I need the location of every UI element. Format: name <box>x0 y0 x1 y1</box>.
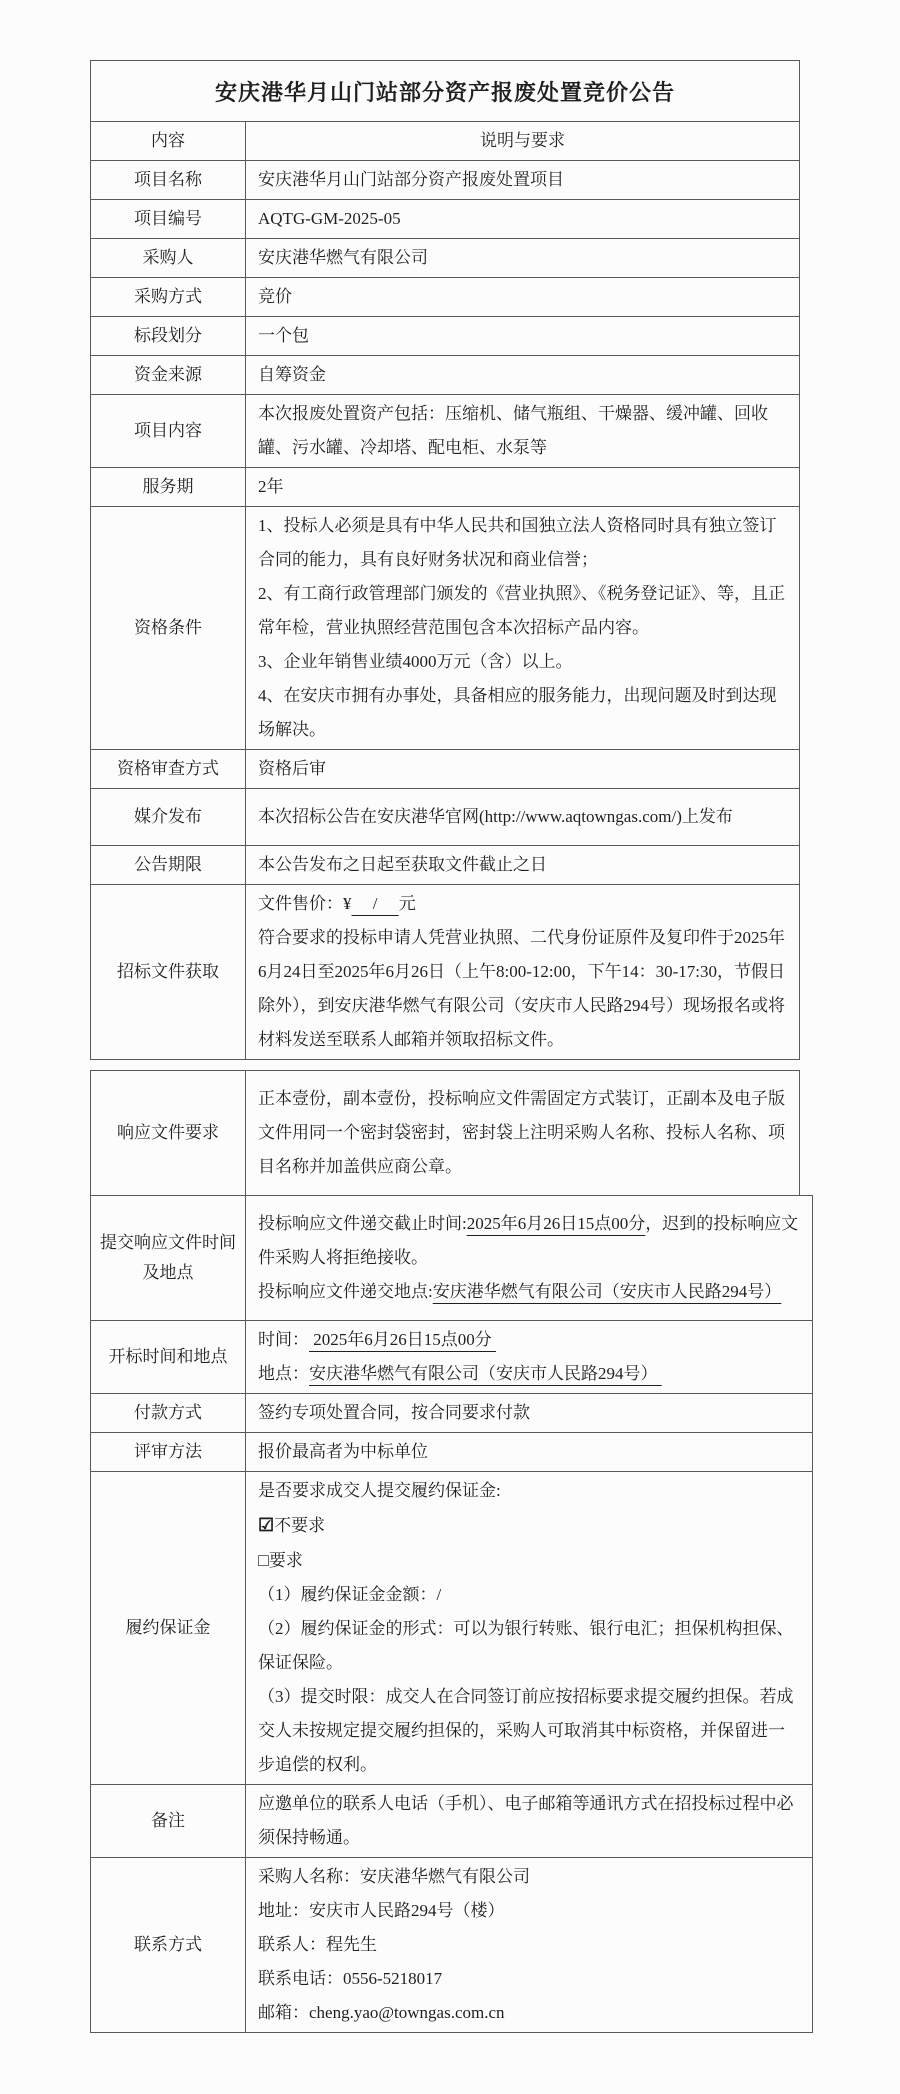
text-segment: 安庆港华月山门站部分资产报废处置项目 <box>258 170 564 189</box>
text-segment: 1、投标人必须是具有中华人民共和国独立法人资格同时具有独立签订合同的能力，具有良好财务状况和商业信誉； <box>258 516 777 569</box>
announcement-document <box>90 60 814 2033</box>
paragraph <box>258 1082 787 1184</box>
row-content-cell <box>246 885 800 1060</box>
paragraph <box>258 397 787 465</box>
row-content-cell <box>246 750 800 789</box>
checkbox-checked-icon: ☑ <box>258 1515 275 1535</box>
text-segment: （2）履约保证金的形式：可以为银行转账、银行电汇；担保机构担保、保证保险。 <box>258 1619 794 1672</box>
table-row <box>91 239 800 278</box>
row-label-cell: 采购方式 <box>91 278 246 317</box>
text-segment: 联系人：程先生 <box>258 1935 377 1954</box>
text-segment: 不要求 <box>274 1516 326 1535</box>
paragraph <box>258 1508 800 1543</box>
paragraph <box>258 358 787 392</box>
text-segment: 应邀单位的联系人电话（手机）、电子邮箱等通讯方式在招投标过程中必须保持畅通。 <box>258 1794 794 1847</box>
paragraph <box>258 1357 800 1391</box>
text-segment: 地点： <box>258 1364 309 1383</box>
table-row <box>91 1785 813 1858</box>
row-label-cell: 标段划分 <box>91 317 246 356</box>
row-label-cell: 媒介发布 <box>91 789 246 846</box>
table-row <box>91 317 800 356</box>
row-label-cell: 开标时间和地点 <box>91 1321 246 1394</box>
table-row <box>91 1071 800 1196</box>
row-content-cell <box>246 789 800 846</box>
paragraph <box>258 1787 800 1855</box>
text-segment: 是否要求成交人提交履约保证金: <box>258 1481 501 1500</box>
table-row <box>91 278 800 317</box>
text-segment: 竞价 <box>258 287 292 306</box>
submission-table <box>90 1195 813 2033</box>
paragraph <box>258 645 787 679</box>
row-label-cell: 采购人 <box>91 239 246 278</box>
paragraph <box>258 1275 800 1309</box>
table-row <box>91 507 800 750</box>
table-gap <box>90 1060 814 1070</box>
row-label-cell: 履约保证金 <box>91 1472 246 1785</box>
table-row <box>91 200 800 239</box>
paragraph <box>258 1578 800 1612</box>
text-segment: 签约专项处置合同，按合同要求付款 <box>258 1403 530 1422</box>
row-content-cell <box>246 239 800 278</box>
page-title: 安庆港华月山门站部分资产报废处置竞价公告 <box>91 61 800 122</box>
row-label-cell: 资金来源 <box>91 356 246 395</box>
paragraph <box>258 470 787 504</box>
paragraph <box>258 124 787 158</box>
text-segment: 自筹资金 <box>258 365 326 384</box>
row-label-cell: 提交响应文件时间及地点 <box>91 1196 246 1321</box>
text-segment: 2年 <box>258 477 284 496</box>
table-row <box>91 846 800 885</box>
text-segment: 报价最高者为中标单位 <box>258 1442 428 1461</box>
table-row <box>91 750 800 789</box>
text-segment: 2025年6月26日15点00分 <box>309 1330 496 1349</box>
row-label-cell: 项目名称 <box>91 161 246 200</box>
table-row <box>91 161 800 200</box>
row-content-cell <box>246 395 800 468</box>
paragraph <box>258 1207 800 1275</box>
table-row <box>91 789 800 846</box>
row-label-cell: 联系方式 <box>91 1858 246 2033</box>
paragraph <box>258 1543 800 1578</box>
text-segment: 邮箱：cheng.yao@towngas.com.cn <box>258 2003 505 2022</box>
paragraph <box>258 1680 800 1782</box>
row-content-cell <box>246 846 800 885</box>
text-segment: / <box>351 894 399 913</box>
row-content-cell <box>246 1196 813 1321</box>
paragraph <box>258 1474 800 1508</box>
text-segment: 文件售价：¥ <box>258 894 352 913</box>
paragraph <box>258 509 787 577</box>
paragraph <box>258 202 787 236</box>
paragraph <box>258 1996 800 2030</box>
text-segment: 投标响应文件递交地点: <box>258 1282 433 1301</box>
paragraph <box>258 1962 800 1996</box>
text-segment: 投标响应文件递交截止时间: <box>258 1214 467 1233</box>
text-segment: 符合要求的投标申请人凭营业执照、二代身份证原件及复印件于2025年6月24日至2025年6月26日（上午8:00-12:00，下午14：30-17:30，节假日除外），到安庆港华燃气有限公司（安庆市人民路294号）现场报名或将材料发送至联系人邮箱并领取招标文件。 <box>258 928 785 1049</box>
paragraph <box>258 319 787 353</box>
table-row <box>91 395 800 468</box>
row-label-cell: 备注 <box>91 1785 246 1858</box>
table-row <box>91 1858 813 2033</box>
text-segment: 正本壹份，副本壹份，投标响应文件需固定方式装订，正副本及电子版文件用同一个密封袋密封，密封袋上注明采购人名称、投标人名称、项目名称并加盖供应商公章。 <box>258 1089 785 1176</box>
response-table <box>90 1070 800 1196</box>
row-content-cell <box>246 278 800 317</box>
paragraph <box>258 1860 800 1894</box>
row-label-cell: 付款方式 <box>91 1394 246 1433</box>
row-label-cell: 招标文件获取 <box>91 885 246 1060</box>
table-row <box>91 356 800 395</box>
text-segment: 要求 <box>268 1551 303 1570</box>
text-segment: 安庆港华燃气有限公司（安庆市人民路294号） <box>432 1282 782 1301</box>
row-content-cell <box>246 356 800 395</box>
paragraph <box>258 887 787 921</box>
table-row <box>91 1433 813 1472</box>
row-label-cell: 项目内容 <box>91 395 246 468</box>
text-segment: 本次报废处置资产包括：压缩机、储气瓶组、干燥器、缓冲罐、回收罐、污水罐、冷却塔、配电柜、水泵等 <box>258 404 768 457</box>
paragraph <box>258 800 787 834</box>
text-segment: 4、在安庆市拥有办事处，具备相应的服务能力，出现问题及时到达现场解决。 <box>258 686 777 739</box>
row-content-cell <box>246 1472 813 1785</box>
paragraph <box>258 1435 800 1469</box>
row-label-cell: 项目编号 <box>91 200 246 239</box>
paragraph <box>258 1612 800 1680</box>
table-row <box>91 468 800 507</box>
text-segment: 地址：安庆市人民路294号（楼） <box>258 1901 505 1920</box>
text-segment: （1）履约保证金金额：/ <box>258 1585 442 1604</box>
text-segment: 说明与要求 <box>480 131 565 150</box>
table-row <box>91 885 800 1060</box>
checkbox-unchecked-icon: □ <box>258 1550 269 1570</box>
row-label-cell: 资格审查方式 <box>91 750 246 789</box>
main-table <box>90 60 800 1060</box>
row-content-cell <box>246 1433 813 1472</box>
row-content-cell <box>246 1394 813 1433</box>
row-content-cell <box>246 1785 813 1858</box>
row-content-cell <box>246 507 800 750</box>
row-label-cell: 资格条件 <box>91 507 246 750</box>
text-segment: 安庆港华燃气有限公司（安庆市人民路294号） <box>309 1364 662 1383</box>
row-content-cell <box>246 1321 813 1394</box>
text-segment: （3）提交时限：成交人在合同签订前应按招标要求提交履约担保。若成交人未按规定提交履约担保的，采购人可取消其中标资格，并保留进一步追偿的权利。 <box>258 1687 794 1774</box>
row-content-cell <box>246 468 800 507</box>
paragraph <box>258 1894 800 1928</box>
text-segment: 2025年6月26日15点00分 <box>466 1214 646 1233</box>
row-content-cell <box>246 122 800 161</box>
row-label-cell: 公告期限 <box>91 846 246 885</box>
text-segment: 时间： <box>258 1330 309 1349</box>
text-segment: 本公告发布之日起至获取文件截止之日 <box>258 855 547 874</box>
paragraph <box>258 752 787 786</box>
text-segment: 本次招标公告在安庆港华官网(http://www.aqtowngas.com/)上发布 <box>258 807 733 826</box>
paragraph <box>258 1323 800 1357</box>
row-content-cell <box>246 200 800 239</box>
text-segment: 采购人名称：安庆港华燃气有限公司 <box>258 1867 530 1886</box>
text-segment: AQTG-GM-2025-05 <box>258 209 401 228</box>
row-label-cell: 评审方法 <box>91 1433 246 1472</box>
row-label-cell: 内容 <box>91 122 246 161</box>
row-content-cell <box>246 1071 800 1196</box>
text-segment: 资格后审 <box>258 759 326 778</box>
table-row <box>91 1394 813 1433</box>
paragraph <box>258 241 787 275</box>
text-segment: 2、有工商行政管理部门颁发的《营业执照》、《税务登记证》、等，且正常年检，营业执照经营范围包含本次招标产品内容。 <box>258 584 785 637</box>
table-row <box>91 1321 813 1394</box>
paragraph <box>258 577 787 645</box>
title-row <box>91 61 800 122</box>
text-segment: 联系电话：0556-5218017 <box>258 1969 443 1988</box>
text-segment: 元 <box>398 894 416 913</box>
table-row <box>91 122 800 161</box>
text-segment: 安庆港华燃气有限公司 <box>258 248 428 267</box>
paragraph <box>258 679 787 747</box>
paragraph <box>258 280 787 314</box>
text-segment: ，迟到的投标响应文件采购人将拒绝接收。 <box>258 1214 799 1267</box>
paragraph <box>258 921 787 1057</box>
row-label-cell: 响应文件要求 <box>91 1071 246 1196</box>
row-content-cell <box>246 317 800 356</box>
row-content-cell <box>246 1858 813 2033</box>
row-label-cell: 服务期 <box>91 468 246 507</box>
table-row <box>91 1196 813 1321</box>
paragraph <box>258 163 787 197</box>
text-segment: 一个包 <box>258 326 309 345</box>
paragraph <box>258 1928 800 1962</box>
paragraph <box>258 1396 800 1430</box>
text-segment: 3、企业年销售业绩4000万元（含）以上。 <box>258 652 573 671</box>
paragraph <box>258 848 787 882</box>
table-row <box>91 1472 813 1785</box>
row-content-cell <box>246 161 800 200</box>
